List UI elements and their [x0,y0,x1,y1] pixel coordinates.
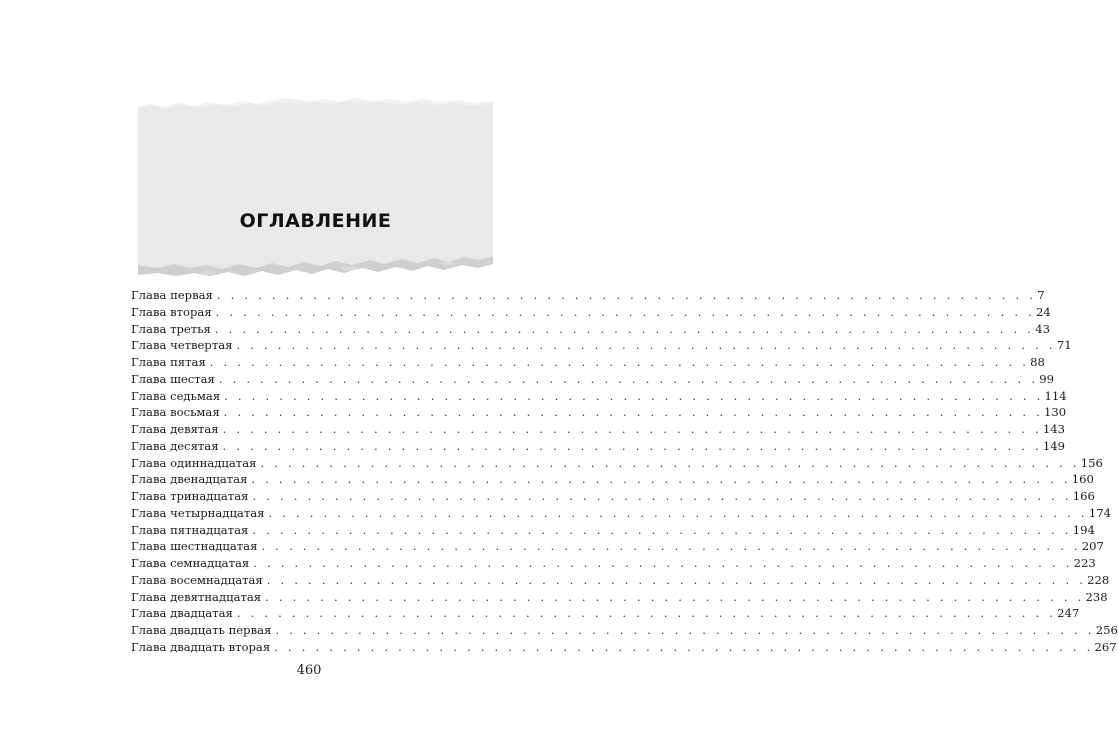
toc-entry-page: 267 [1094,639,1117,654]
toc-entry [131,471,1094,488]
toc-leader-dots: . . . . . . . . . . . . . . . . . . . . . . . . . . . . . . . . . . . . . . . . . . . . . . . . . . . . . . . . . . . . [216,288,1037,302]
toc-leader-dots: . . . . . . . . . . . . . . . . . . . . . . . . . . . . . . . . . . . . . . . . . . . . . . . . . . . . . . . . . . . . [253,556,1073,570]
toc-entry [131,354,1045,371]
toc-entry-page: 7 [1037,288,1045,302]
toc-entry-title: Глава четвертая [131,338,233,353]
toc-entry-title: Глава девятая [131,422,219,436]
toc-entry [131,287,1045,304]
toc-leader-dots: . . . . . . . . . . . . . . . . . . . . . . . . . . . . . . . . . . . . . . . . . . . . . . . . . . . . . . . . . . . . [251,472,1071,487]
toc-entry [131,404,1067,421]
toc-entry-title: Глава двенадцатая [131,472,248,487]
toc-entry [131,589,1108,606]
toc-leader-dots: . . . . . . . . . . . . . . . . . . . . . . . . . . . . . . . . . . . . . . . . . . . . . . . . . . . . . . . . . . . . [265,589,1085,604]
toc-leader-dots: . . . . . . . . . . . . . . . . . . . . . . . . . . . . . . . . . . . . . . . . . . . . . . . . . . . . . . . . . . . . [224,388,1044,403]
toc-entry [131,421,1066,438]
toc-entry [131,572,1110,589]
toc-entry [131,505,1111,522]
toc-entry [131,622,1118,639]
toc-entry-title: Глава пятнадцатая [131,522,249,537]
toc-entry-title: Глава шестнадцатая [131,539,258,554]
toc-entry-title: Глава четырнадцатая [131,505,265,520]
toc-entry [131,522,1095,539]
toc-entry-title: Глава вторая [131,304,212,319]
toc-entry [131,639,1117,656]
toc-leader-dots: . . . . . . . . . . . . . . . . . . . . . . . . . . . . . . . . . . . . . . . . . . . . . . . . . . . . . . . . . . . . [266,572,1087,587]
toc-leader-dots: . . . . . . . . . . . . . . . . . . . . . . . . . . . . . . . . . . . . . . . . . . . . . . . . . . . . . . . . . . . . [236,338,1056,353]
toc-entry-title: Глава семнадцатая [131,556,250,570]
toc-entry [131,488,1095,505]
toc-entry-page: 24 [1036,304,1051,319]
toc-leader-dots: . . . . . . . . . . . . . . . . . . . . . . . . . . . . . . . . . . . . . . . . . . . . . . . . . . . . . . . . . . . . [268,505,1088,520]
torn-paper-band-icon [138,92,493,282]
toc-leader-dots: . . . . . . . . . . . . . . . . . . . . . . . . . . . . . . . . . . . . . . . . . . . . . . . . . . . . . . . . . . . . [261,539,1081,554]
toc-entry-page: 223 [1073,556,1096,570]
toc-leader-dots: . . . . . . . . . . . . . . . . . . . . . . . . . . . . . . . . . . . . . . . . . . . . . . . . . . . . . . . . . . . . [252,489,1072,503]
toc-entry-page: 143 [1042,422,1066,436]
toc-heading: ОГЛАВЛЕНИЕ [239,210,392,232]
toc-entry [131,321,1050,338]
toc-leader-dots: . . . . . . . . . . . . . . . . . . . . . . . . . . . . . . . . . . . . . . . . . . . . . . . . . . . . . . . . . . . . [260,455,1080,470]
toc-entry-title: Глава десятая [131,438,219,453]
toc-entry-title: Глава двадцать первая [131,623,272,637]
toc-entry [131,337,1072,354]
toc-entry-title: Глава шестая [131,371,215,386]
toc-entry-page: 88 [1030,355,1045,369]
toc-entry [131,555,1096,572]
toc-entry [131,538,1104,555]
toc-leader-dots: . . . . . . . . . . . . . . . . . . . . . . . . . . . . . . . . . . . . . . . . . . . . . . . . . . . . . . . . . . . . [252,522,1072,537]
toc-entry [131,388,1067,405]
toc-entry-title: Глава двадцать вторая [131,639,271,654]
toc-entry-title: Глава двадцатая [131,606,233,621]
toc-leader-dots: . . . . . . . . . . . . . . . . . . . . . . . . . . . . . . . . . . . . . . . . . . . . . . . . . . . . . . . . . . . . [274,639,1094,654]
toc-entry-page: 247 [1057,606,1080,621]
toc-entry [131,438,1066,455]
toc-entry-page: 114 [1044,388,1067,403]
toc-entry-page: 71 [1056,338,1072,353]
toc-entry-page: 130 [1044,405,1067,420]
toc-entry-title: Глава первая [131,288,213,302]
page-number: 460 [296,663,322,678]
toc-entry-page: 166 [1072,489,1095,503]
toc-entry-page: 194 [1072,522,1095,537]
toc-entry-title: Глава восемнадцатая [131,572,263,587]
toc-entry-title: Глава третья [131,321,211,336]
toc-leader-dots: . . . . . . . . . . . . . . . . . . . . . . . . . . . . . . . . . . . . . . . . . . . . . . . . . . . . . . . . . . . . [222,438,1042,453]
toc-entry-page: 256 [1095,623,1118,637]
toc-entry-title: Глава восьмая [131,405,220,420]
toc-entry [131,605,1080,622]
toc-entry-page: 238 [1085,589,1108,604]
toc-leader-dots: . . . . . . . . . . . . . . . . . . . . . . . . . . . . . . . . . . . . . . . . . . . . . . . . . . . . . . . . . . . . [223,405,1043,420]
toc-entry [131,371,1054,388]
toc-entry-page: 43 [1035,321,1050,336]
toc-entry-title: Глава одиннадцатая [131,455,257,470]
toc-entry-page: 174 [1088,505,1111,520]
toc-leader-dots: . . . . . . . . . . . . . . . . . . . . . . . . . . . . . . . . . . . . . . . . . . . . . . . . . . . . . . . . . . . . [215,304,1036,319]
toc-entry-page: 228 [1087,572,1110,587]
toc-entry-title: Глава пятая [131,355,206,369]
torn-paper-header [138,92,493,282]
toc-leader-dots: . . . . . . . . . . . . . . . . . . . . . . . . . . . . . . . . . . . . . . . . . . . . . . . . . . . . . . . . . . . . [236,606,1057,621]
toc-leader-dots: . . . . . . . . . . . . . . . . . . . . . . . . . . . . . . . . . . . . . . . . . . . . . . . . . . . . . . . . . . . . [275,623,1095,637]
toc-entry [131,455,1103,472]
toc-entry-page: 207 [1081,539,1104,554]
toc-entry-page: 149 [1042,438,1066,453]
toc-entry-page: 99 [1039,371,1054,386]
toc-entry-title: Глава тринадцатая [131,489,249,503]
toc-entry-page: 156 [1080,455,1103,470]
toc-entry-title: Глава седьмая [131,388,221,403]
toc-entry-title: Глава девятнадцатая [131,589,262,604]
toc-leader-dots: . . . . . . . . . . . . . . . . . . . . . . . . . . . . . . . . . . . . . . . . . . . . . . . . . . . . . . . . . . . . [214,321,1035,336]
toc-leader-dots: . . . . . . . . . . . . . . . . . . . . . . . . . . . . . . . . . . . . . . . . . . . . . . . . . . . . . . . . . . . . [218,371,1039,386]
toc-leader-dots: . . . . . . . . . . . . . . . . . . . . . . . . . . . . . . . . . . . . . . . . . . . . . . . . . . . . . . . . . . . . [209,355,1030,369]
toc-entry [131,304,1051,321]
table-of-contents [131,287,1118,656]
toc-leader-dots: . . . . . . . . . . . . . . . . . . . . . . . . . . . . . . . . . . . . . . . . . . . . . . . . . . . . . . . . . . . . [222,422,1042,436]
toc-entry-page: 160 [1071,472,1094,487]
